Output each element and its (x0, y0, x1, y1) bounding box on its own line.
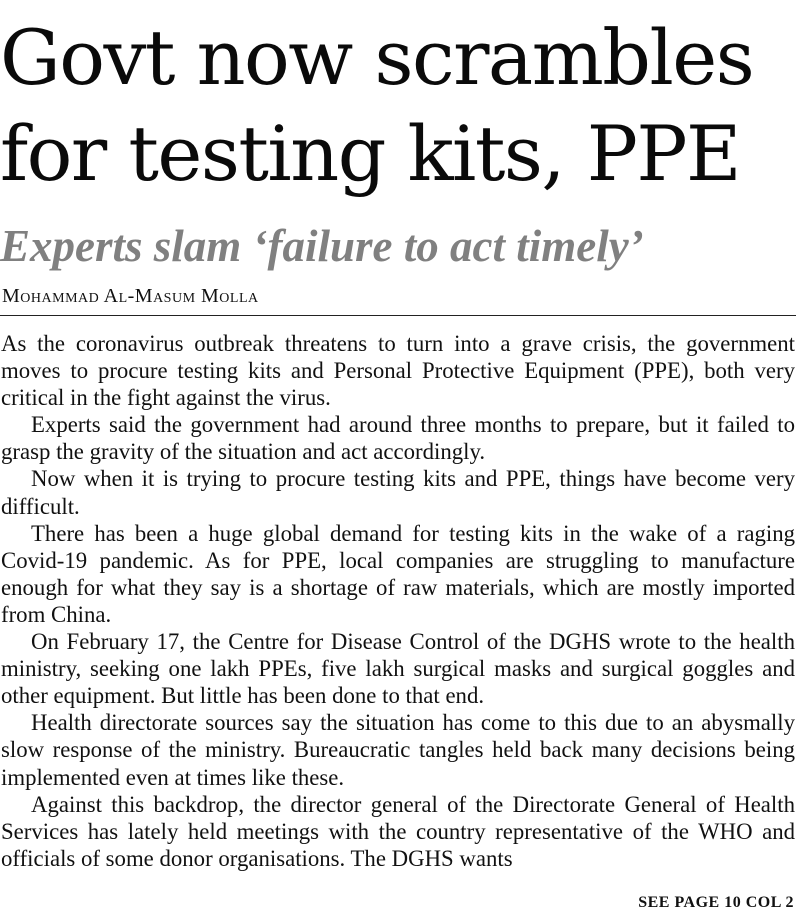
headline (0, 10, 796, 202)
continued-jump-line: SEE PAGE 10 COL 2 (638, 894, 794, 911)
paragraph: Experts said the government had around three months to prepare, but it failed to grasp the gravity of the situation and act accordingly. (1, 412, 795, 465)
paragraph: There has been a huge global demand for testing kits in the wake of a raging Covid-19 pandemic. As for PPE, local companies are struggling to manufacture enough for what they say is a shortage of raw materials, which are mostly imported from China. (1, 520, 795, 627)
article-body (1, 330, 795, 872)
byline: Mohammad Al-Masum Molla (2, 285, 259, 307)
paragraph: Now when it is trying to procure testing kits and PPE, things have become very difficult. (1, 466, 795, 519)
subheadline: Experts slam ‘failure to act timely’ (0, 221, 644, 271)
headline-line-1: Govt now scrambles (0, 13, 754, 102)
paragraph: As the coronavirus outbreak threatens to turn into a grave crisis, the government moves to procure testing kits and Personal Protective Equipment (PPE), both very critical in the fight against the virus. (1, 331, 795, 411)
paragraph: Against this backdrop, the director general of the Directorate General of Health Services has lately held meetings with the country representative of the WHO and officials of some donor organisations. The DGHS wants (1, 791, 795, 871)
paragraph: On February 17, the Centre for Disease Control of the DGHS wrote to the health ministry, seeking one lakh PPEs, five lakh surgical masks and surgical goggles and other equipment. But little has been done to that end. (1, 629, 795, 709)
byline-divider (0, 315, 796, 316)
headline-line-2: for testing kits, PPE (0, 109, 740, 198)
paragraph: Health directorate sources say the situation has come to this due to an abysmally slow response of the ministry. Bureaucratic tangles held back many decisions being implemented even at times like these. (1, 710, 795, 790)
